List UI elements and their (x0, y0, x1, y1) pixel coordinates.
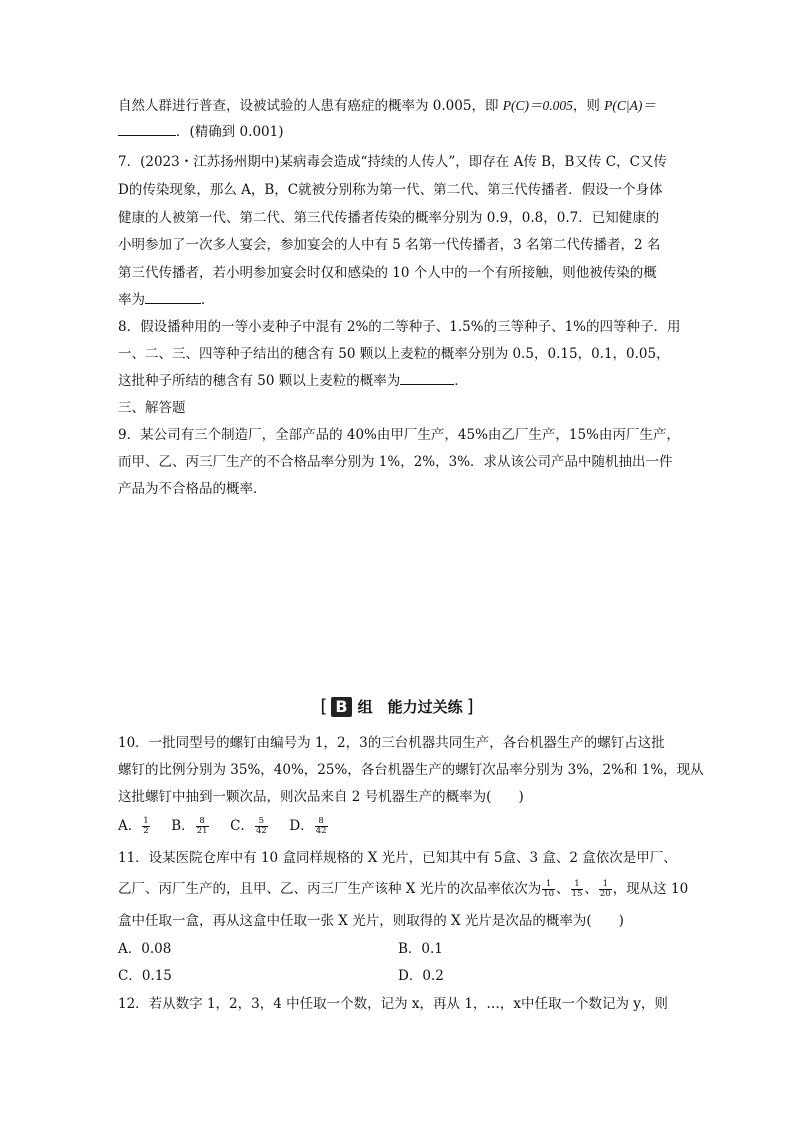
q7-line-4: 小明参加了一次多人宴会，参加宴会的人中有 5 名第一代传播者，3 名第二代传播者，2 名 (118, 237, 661, 253)
q8-line-3 (118, 371, 468, 391)
q11-line-2 (118, 879, 688, 899)
q10-line-1: 10．一批同型号的螺钉由编号为 1，2，3的三台机器共同生产，各台机器生产的螺钉占这批 (118, 735, 665, 751)
q7-suffix: ． (201, 292, 215, 308)
q11-option-a[interactable]: A．0.08 (118, 941, 172, 957)
q6-tail: ．(精确到 0.001) (176, 124, 284, 140)
q7-line-3: 健康的人被第一代、第二代、第三代传播者传染的概率分别为 0.9，0.8，0.7．已知健康的 (118, 210, 660, 226)
q7-prefix: 率为 (118, 292, 145, 308)
section-title: 三、解答题 (118, 400, 186, 416)
q7-line-6 (118, 290, 215, 310)
q10-option-c-label: C． (230, 818, 254, 834)
q10-option-d-fraction: $\frac{8}{42}$ (315, 816, 327, 836)
q10-option-b-label: B． (171, 818, 195, 834)
group-b-title: 组 能力过关练 (357, 698, 463, 716)
q7-answer-blank[interactable] (145, 290, 201, 304)
q12-line-1: 12．若从数字 1，2，3，4 中任取一个数，记为 x，再从 1，…，x中任取一个数记为 y，则 (118, 996, 668, 1012)
q6-text: 自然人群进行普查，设被试验的人患有癌症的概率为 0.005，即 (118, 98, 503, 114)
q11-fraction-3: $\frac{1}{20}$ (599, 879, 611, 899)
bracket-open: [ (320, 696, 328, 717)
q11-line-3: 盒中任取一盒，再从这盒中任取一张 X 光片，则取得的 X 光片是次品的概率为( ) (118, 913, 624, 929)
q6-line-2 (118, 122, 283, 142)
q10-option-d[interactable] (289, 818, 328, 834)
q11-option-b[interactable]: B．0.1 (398, 941, 443, 957)
q6-mid: ，则 (572, 98, 605, 114)
bracket-close: ] (466, 696, 474, 717)
q6-line-1 (118, 96, 656, 116)
q8-suffix: ． (454, 373, 468, 389)
q10-option-a[interactable] (118, 818, 151, 834)
q10-options (118, 816, 329, 836)
q8-line-1: 8．假设播种用的一等小麦种子中混有 2%的二等种子、1.5%的三等种子、1%的四等种子．用 (118, 319, 681, 335)
q10-option-c[interactable] (230, 818, 269, 834)
group-b-badge: B (331, 697, 351, 717)
q11-option-c[interactable]: C．0.15 (118, 968, 172, 984)
q8-answer-blank[interactable] (400, 371, 454, 385)
q10-line-2: 螺钉的比例分别为 35%，40%，25%，各台机器生产的螺钉次品率分别为 3%，2%和 1%，现从 (118, 762, 704, 778)
q11-suffix: ，现从这 10 (612, 881, 689, 897)
q11-fraction-2: $\frac{1}{15}$ (571, 879, 583, 899)
q7-line-2: D的传染现象，那么 A，B，C就被分别称为第一代、第二代、第三代传播者．假设一个身体 (118, 182, 663, 198)
q9-line-2: 而甲、乙、丙三厂生产的不合格品率分别为 1%，2%，3%．求从该公司产品中随机抽出一件 (118, 454, 673, 470)
q10-option-a-label: A． (118, 818, 142, 834)
group-b-heading (0, 696, 794, 717)
q6-pc: P(C)＝0.005 (502, 98, 573, 113)
q11-sep-1: 、 (556, 881, 570, 897)
q10-option-b-fraction: $\frac{8}{21}$ (196, 816, 208, 836)
q11-prefix: 乙厂、丙厂生产的，且甲、乙、丙三厂生产该种 X 光片的次品率依次为 (118, 881, 542, 897)
q9-line-3: 产品为不合格品的概率． (118, 481, 267, 497)
q11-sep-2: 、 (584, 881, 598, 897)
q7-line-1: 7．(2023・江苏扬州期中)某病毒会造成“持续的人传人”，即存在 A传 B，B又传 C，C又传 (118, 154, 667, 170)
q11-line-1: 11．设某医院仓库中有 10 盒同样规格的 X 光片，已知其中有 5盒、3 盒、2 盒依次是甲厂、 (118, 850, 677, 866)
q6-pca: P(C|A)＝ (604, 98, 656, 113)
q10-option-d-label: D． (289, 818, 314, 834)
q6-answer-blank[interactable] (118, 122, 176, 136)
q10-option-b[interactable] (171, 818, 209, 834)
q10-option-c-fraction: $\frac{5}{42}$ (255, 816, 267, 836)
q10-option-a-fraction: $\frac{1}{2}$ (143, 816, 149, 836)
q7-line-5: 第三代传播者，若小明参加宴会时仅和感染的 10 个人中的一个有所接触，则他被传染的概 (118, 265, 657, 281)
q11-fraction-1: $\frac{1}{10}$ (543, 879, 555, 899)
q8-prefix: 这批种子所结的穗含有 50 颗以上麦粒的概率为 (118, 373, 401, 389)
q11-option-d[interactable]: D．0.2 (398, 968, 444, 984)
q9-line-1: 9．某公司有三个制造厂，全部产品的 40%由甲厂生产，45%由乙厂生产，15%由丙厂生产， (118, 427, 680, 443)
q8-line-2: 一、二、三、四等种子结出的穗含有 50 颗以上麦粒的概率分别为 0.5，0.15，0.1，0.05， (118, 346, 670, 362)
q10-line-3: 这批螺钉中抽到一颗次品，则次品来自 2 号机器生产的概率为( ) (118, 789, 524, 805)
